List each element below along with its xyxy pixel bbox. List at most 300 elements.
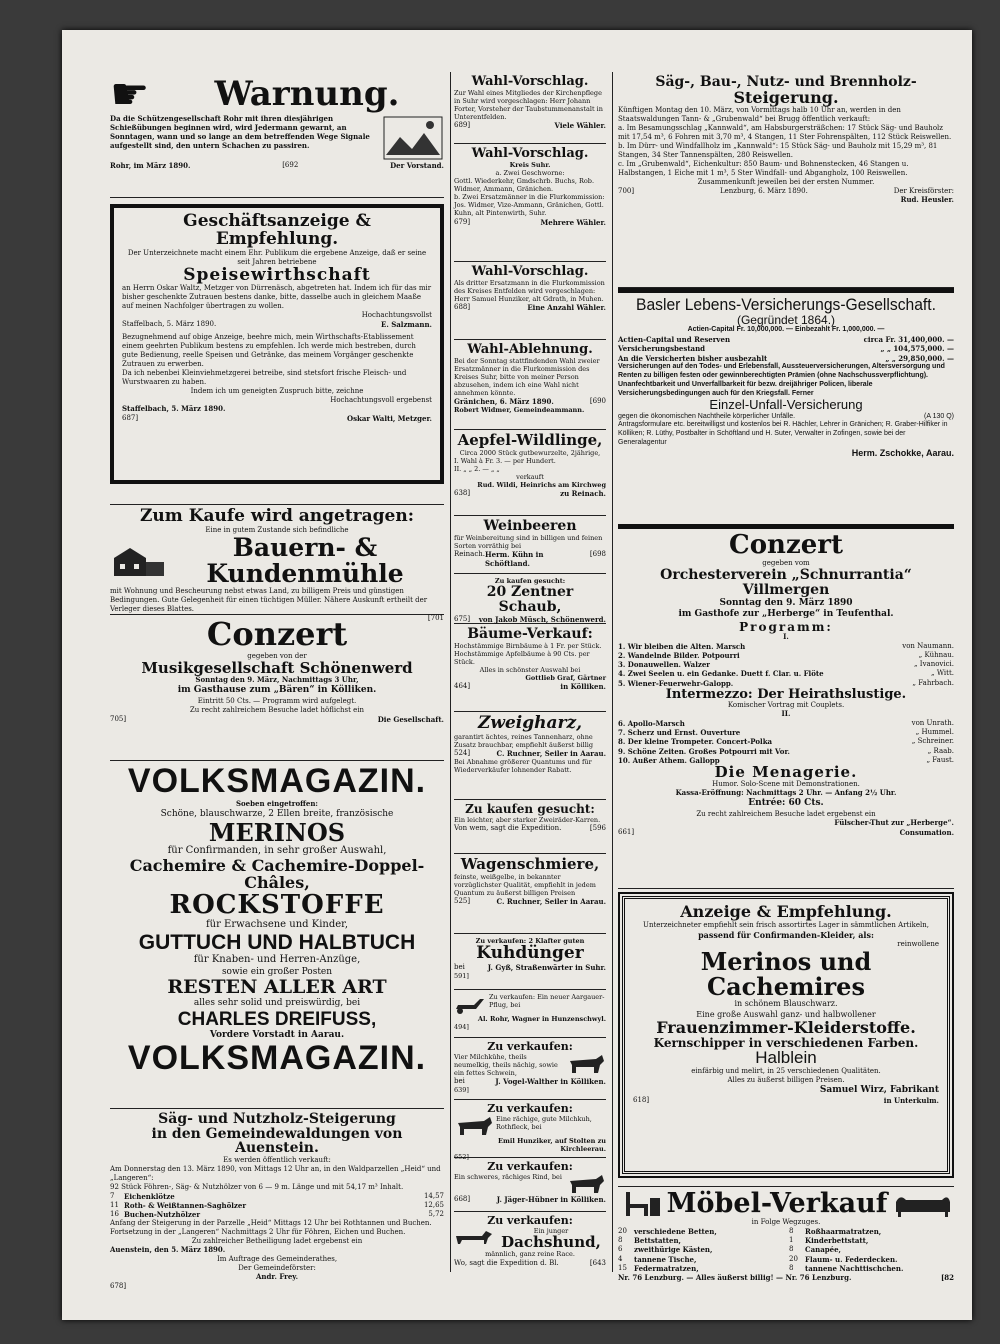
ad-headline: Merinos und Cachemires bbox=[700, 946, 872, 1002]
ad-wahlablehnung bbox=[454, 340, 606, 430]
ad-number: 494] bbox=[454, 1023, 469, 1032]
program-title: 9. Schöne Zeiten. Großes Potpourri mit Vor. bbox=[618, 746, 790, 756]
furniture-row bbox=[618, 1255, 783, 1264]
ad-signature: Mehrere Wähler. bbox=[540, 217, 606, 227]
ad-text: für Confirmanden, in sehr großer Auswahl, bbox=[167, 845, 387, 857]
ad-text: Eine große Auswahl ganz- und halbwollener bbox=[696, 1009, 876, 1019]
ad-number: [690 bbox=[589, 397, 606, 406]
figure-label: Actien-Capital und Reserven bbox=[618, 335, 731, 345]
program-part: I. bbox=[783, 632, 789, 642]
ad-text: Kassa-Eröffnung: Nachmittags 2 Uhr. — Anfang 2½ Uhr. bbox=[675, 788, 897, 798]
ad-number: 639] bbox=[454, 1086, 469, 1095]
ad-text: Schöne, blauschwarze, 2 Ellen breite, französische bbox=[160, 808, 394, 819]
insurance-figures bbox=[618, 335, 954, 362]
ad-text: im Gasthofe zur „Herberge“ in Teufenthal. bbox=[678, 609, 894, 620]
ad-text: Alles zu äußerst billigen Preisen. bbox=[727, 1075, 845, 1084]
ad-headline: RESTEN ALLER ART bbox=[167, 976, 387, 999]
ad-text: Reinach. bbox=[454, 549, 485, 558]
ad-basler-versicherung bbox=[618, 288, 954, 529]
furniture-count: 8 bbox=[789, 1245, 794, 1254]
ad-pflug bbox=[454, 990, 606, 1038]
ad-text: Alles in schönster Auswahl bei bbox=[479, 666, 581, 675]
ad-text: Wo, sagt die Expedition d. Bl. bbox=[454, 1258, 559, 1267]
ad-title: Säg- und Nutzholz-Steigerung bbox=[158, 1111, 396, 1127]
cow-icon bbox=[566, 1053, 606, 1075]
ad-place: Staffelbach, 5. März 1890. bbox=[122, 403, 226, 413]
ad-text: Zusammenkunft jeweilen bei der ersten Nummer. bbox=[697, 178, 875, 187]
ad-text: männlich, ganz reine Race. bbox=[485, 1250, 575, 1259]
ad-title: Warnung. bbox=[214, 74, 400, 115]
item-count: 16 bbox=[110, 1210, 119, 1219]
ad-place: Gränichen, 6. März 1890. bbox=[454, 397, 554, 407]
ad-text: Der Unterzeichnete macht einem Ehr. Publikum die ergebene Anzeige, daß er seine seit Jahren betriebene bbox=[127, 248, 427, 266]
furniture-count: 1 bbox=[789, 1236, 794, 1245]
ad-kuhduenger bbox=[454, 934, 606, 990]
ad-number: [692 bbox=[282, 161, 299, 169]
ad-wagenschmiere bbox=[454, 854, 606, 934]
ad-number: [596 bbox=[589, 823, 606, 832]
furniture-row bbox=[618, 1264, 783, 1273]
ad-geschaeftsanzeige bbox=[110, 198, 444, 505]
ad-headline: CHARLES DREIFUSS, bbox=[177, 1008, 377, 1030]
ad-number: 705] bbox=[110, 714, 127, 723]
timber-row bbox=[110, 1192, 444, 1201]
ad-signature: Oskar Walti, Metzger. bbox=[346, 413, 432, 423]
ad-weinbeeren bbox=[454, 516, 606, 574]
ad-title: Anzeige & Empfehlung. bbox=[680, 902, 892, 921]
ad-text: für Erwachsene und Kinder, bbox=[205, 919, 349, 931]
ad-signature: Emil Hunziker, auf Stolten zu Kirchleerau. bbox=[498, 1136, 606, 1153]
ad-place: Lenzburg, 6. März 1890. bbox=[720, 187, 808, 196]
furniture-item: verschiedene Betten, bbox=[634, 1227, 717, 1237]
ad-text: Von wem, sagt die Expedition. bbox=[454, 823, 562, 832]
ad-text: 92 Stück Föhren-, Säg- & Nutzhölzer von 6 — 9 m. Länge und mit 54,17 m³ Inhalt. bbox=[110, 1182, 404, 1191]
program-list-1 bbox=[618, 642, 954, 687]
ad-headline: Dachshund, bbox=[501, 1232, 601, 1251]
ad-signature: von Jakob Müsch, Schönenwerd. bbox=[478, 614, 606, 624]
ad-title: Geschäftsanzeige & Empfehlung. bbox=[183, 211, 371, 249]
ad-signature: E. Salzmann. bbox=[381, 320, 432, 330]
ad-title: Conzert bbox=[206, 615, 348, 653]
timber-row bbox=[110, 1201, 444, 1210]
plough-icon bbox=[454, 993, 486, 1015]
program-intermezzo: Intermezzo: Der Heirathslustige. bbox=[665, 686, 907, 702]
ad-signature: Gottlieb Graf, Gärtner bbox=[525, 674, 606, 683]
item-count: 7 bbox=[110, 1191, 115, 1200]
ad-text: Bei Abnahme größerer Quantums und für Wiederverkäufer lohnender Rabatt. bbox=[454, 758, 592, 775]
ad-wahlvorschlag-3 bbox=[454, 262, 606, 340]
ad-muehle bbox=[110, 505, 444, 623]
ad-text: Kreis Suhr. bbox=[509, 160, 551, 169]
ad-title: Basler Lebens-Versicherungs-Gesellschaft. bbox=[636, 295, 936, 314]
program-heading: Programm: bbox=[739, 619, 833, 634]
ad-headline: ROCKSTOFFE bbox=[169, 889, 385, 920]
ad-headline: Cachemire & Cachemire-Doppel-Châles, bbox=[129, 856, 425, 892]
furniture-item: Federmatratzen, bbox=[634, 1263, 699, 1273]
ad-number: 661] bbox=[618, 827, 635, 836]
ad-text: einfärbig und melirt, in 25 verschiedenen Qualitäten. bbox=[691, 1067, 881, 1076]
furniture-row bbox=[789, 1264, 954, 1273]
ad-text: Hochstämmige Apfelbäume à 90 Cts. per Stück. bbox=[454, 649, 590, 666]
ad-text: I. Wahl à Fr. 3. — per Hundert. bbox=[454, 456, 556, 465]
ad-text: Hochachtungsvollst bbox=[361, 311, 432, 320]
ad-text: Bei der Sonntag stattfindenden Wahl zweier Ersatzmänner in die Flurkommission des Kreises Suhr, bitte von meiner Person abzusehen, indem ich eine Wahl nicht annehmen könnte. bbox=[454, 356, 600, 398]
ad-text: im Gasthause zum „Bären“ in Kölliken. bbox=[177, 685, 377, 696]
ad-text: Eintritt 50 Cts. — Programm wird aufgelegt. bbox=[197, 696, 357, 705]
ad-text: Sonntag den 9. März, Nachmittags 3 Uhr, bbox=[195, 675, 359, 685]
ad-text: Komischer Vortrag mit Couplets. bbox=[727, 701, 845, 710]
ad-title: 20 Zentner Schaub, bbox=[486, 584, 574, 615]
furniture-count: 8 bbox=[789, 1227, 794, 1236]
ad-text: Eine rächige, gute Milchkuh, Rothfleck, bei bbox=[496, 1114, 592, 1131]
ad-title: Zweigharz, bbox=[477, 713, 583, 733]
furniture-item: tannene Nachttischchen. bbox=[805, 1263, 904, 1273]
ad-text: an Herrn Oskar Waltz, Metzger von Dürrenäsch, abgetreten hat. Indem ich für das mir bisher geschenkte Zutrauen bestens danke, bitte, dasselbe auch in gleichem Maaße auf meinen Nachfolger übertragen zu wollen. bbox=[122, 284, 432, 311]
ad-signature: Fülscher-Thut zur „Herberge“. bbox=[834, 817, 954, 827]
ad-text: gegeben von der bbox=[247, 651, 307, 660]
ad-wahlvorschlag-2 bbox=[454, 144, 606, 262]
ad-signature: C. Ruchner, Seiler in Aarau. bbox=[496, 749, 606, 759]
ad-signature: Viele Wähler. bbox=[554, 121, 606, 131]
ad-text: feinste, weißgelbe, in bekannter vorzüglichster Qualität, empfiehlt in jedem Quantum zu äußerst billigen Preisen bbox=[454, 872, 596, 897]
ad-text: Anfang der Steigerung in der Parzelle „Heid“ Mittags 12 Uhr bei Rothtannen und Buchen. Fortsetzung in der „Langeren“ Nachmittags 2 Uhr für Föhren, Eichen und Buchen. bbox=[110, 1219, 432, 1237]
ad-text: Indem ich um geneigten Zuspruch bitte, zeichne bbox=[190, 387, 364, 396]
furniture-row bbox=[618, 1245, 783, 1254]
item-volume: 12,65 bbox=[423, 1200, 444, 1209]
sofa-icon bbox=[892, 1190, 954, 1218]
ad-place: in Unterkulm. bbox=[883, 1096, 939, 1106]
furniture-count: 15 bbox=[618, 1263, 627, 1272]
ad-title: in den Gemeindewaldungen von Auenstein. bbox=[151, 1125, 403, 1157]
furniture-row bbox=[789, 1245, 954, 1254]
ad-text: Zu verkaufen: Ein neuer Aargauer-Pflug, bei bbox=[489, 993, 605, 1010]
ad-number: 678] bbox=[110, 1281, 127, 1290]
ad-text: Der Gemeindeförster: bbox=[238, 1263, 316, 1272]
ad-number: 591] bbox=[454, 972, 469, 981]
ad-number: [643 bbox=[589, 1258, 606, 1267]
ad-text: reinwollene bbox=[897, 939, 939, 948]
ad-headline: Bauern- & Kundenmühle bbox=[206, 532, 404, 589]
ad-headline: Frauenzimmer-Kleiderstoffe. bbox=[656, 1017, 916, 1037]
ad-text: in schönem Blauschwarz. bbox=[734, 999, 838, 1009]
ad-title: Wagenschmiere, bbox=[460, 855, 600, 873]
program-title: 2. Wandelnde Bilder. Potpourri bbox=[618, 651, 740, 661]
ad-text: c. Im „Grubenwald“, Eichenkultur: 850 Baum- und Bohnenstecken, 46 Stangen u. Halbstangen, 1 Eiche mit 1 m³, 5 Ster Windfall- und Abgangholz, 100 Reiswellen. bbox=[618, 160, 909, 178]
furniture-count: 8 bbox=[789, 1263, 794, 1272]
ad-text: mit Wohnung und Bescheurung nebst etwas Land, zu billigem Preis und günstigen Bedingungen. Gute Gelegenheit für einen tüchtigen Müller. Nähere Auskunft ertheilt der Verleger dieses Blattes. bbox=[110, 587, 428, 614]
column-middle bbox=[454, 72, 606, 1289]
ad-signature: Andr. Frey. bbox=[255, 1271, 299, 1281]
program-title: 10. Außer Athem. Gallopp bbox=[618, 755, 720, 765]
ad-text: Der Kreisförster: bbox=[893, 187, 954, 196]
program-title: 6. Apollo-Marsch bbox=[618, 719, 685, 729]
ad-number: 524] bbox=[454, 749, 471, 758]
ad-number: [82 bbox=[940, 1272, 954, 1282]
ad-subtitle: (Gegründet 1864.) bbox=[736, 312, 836, 327]
program-item bbox=[618, 737, 954, 746]
ad-rind bbox=[454, 1158, 606, 1212]
furniture-list-left bbox=[618, 1227, 783, 1272]
program-title: 4. Zwei Seelen u. ein Gedanke. Duett f. Clar. u. Flöte bbox=[618, 669, 824, 679]
ad-text: Im Auftrage des Gemeinderathes, bbox=[216, 1254, 338, 1263]
program-composer: „ Kühnau. bbox=[918, 651, 954, 660]
program-composer: „ Hummel. bbox=[915, 728, 954, 737]
ad-text: Versicherungen auf den Todes- und Erlebensfall, Aussteuerversicherungen, Altersversorgung und Renten zu billigen festen oder gewinnberechtigten Prämien (ohne Nachschussverpflichtung). Unanfechtbarkeit und Unverfallbarkeit für bezw. dreijähriger Policen, liberale Versicherungsbedingungen auch für den Kriegsfall. Ferner bbox=[618, 362, 945, 397]
program-item bbox=[618, 642, 954, 651]
furniture-item: Roßhaarmatratzen, bbox=[805, 1227, 882, 1237]
program-composer: von Unrath. bbox=[911, 719, 954, 728]
ad-text: gegen die ökonomischen Nachtheile körperlicher Unfälle. bbox=[618, 413, 796, 421]
ad-text: Zu zahlreicher Betheiligung ladet ergebenst ein bbox=[191, 1237, 363, 1246]
ad-signature: Herm. Kühn in Schöftland. bbox=[485, 549, 544, 569]
timber-row bbox=[110, 1210, 444, 1219]
ad-number: 675] bbox=[454, 614, 471, 623]
program-composer: „ Ivanovici. bbox=[913, 660, 954, 669]
ad-text: für Weinbereitung sind in billigen und feinen Sorten vorräthig bei bbox=[454, 533, 603, 550]
dog-icon bbox=[454, 1228, 494, 1248]
ad-number: 638] bbox=[454, 489, 471, 498]
program-composer: „ Raab. bbox=[927, 746, 954, 755]
figure-row bbox=[618, 335, 954, 344]
ad-text: Zu recht zahlreichem Besuche ladet ergebenst ein bbox=[696, 809, 876, 818]
ad-title: Zum Kaufe wird angetragen: bbox=[140, 506, 414, 526]
column-left bbox=[110, 69, 444, 1316]
ad-moebel-verkauf bbox=[618, 1187, 954, 1324]
item-volume: 5,72 bbox=[428, 1210, 444, 1219]
ad-title: Wahl-Vorschlag. bbox=[471, 74, 589, 89]
ad-signature: J. Gyß, Straßenwärter in Suhr. bbox=[487, 962, 606, 972]
ad-text: Ein schweres, rächiges Rind, bei bbox=[454, 1172, 562, 1181]
program-item bbox=[618, 719, 954, 728]
furniture-item: Kinderbettstatt, bbox=[805, 1236, 869, 1246]
ad-signature: J. Jäger-Hübner in Kölliken. bbox=[496, 1194, 606, 1204]
ad-text: Als dritter Ersatzmann in die Flurkommission des Kreises Entfelden wird vorgeschlagen: Herr Samuel Hunziker, alt Gdrath, in Muhen. bbox=[454, 278, 605, 303]
program-composer: von Naumann. bbox=[902, 642, 954, 651]
furniture-count: 20 bbox=[789, 1254, 798, 1263]
ad-title: Zu verkaufen: bbox=[487, 1102, 573, 1115]
ad-signature: Herm. Zschokke, Aarau. bbox=[851, 448, 954, 459]
ad-text: Es werden öffentlich verkauft: bbox=[223, 1156, 331, 1165]
ad-title: Steigerung. bbox=[733, 87, 839, 107]
ad-volksmagazin bbox=[110, 761, 444, 1109]
program-composer: „ Fahrbach. bbox=[912, 678, 954, 687]
furniture-count: 6 bbox=[618, 1245, 623, 1254]
ad-title: Zu kaufen gesucht: bbox=[465, 802, 595, 816]
program-composer: „ Schreiner. bbox=[911, 737, 954, 746]
ad-text: alles sehr solid und preiswürdig, bei bbox=[193, 998, 361, 1009]
ad-aepfel-wildlinge bbox=[454, 430, 606, 516]
ad-text: Ein junger bbox=[533, 1226, 569, 1235]
furniture-item: Bettstatten, bbox=[634, 1236, 681, 1246]
ad-text: Vordere Vorstadt in Aarau. bbox=[209, 1029, 345, 1040]
ad-milchkuh bbox=[454, 1100, 606, 1161]
program-list-2 bbox=[618, 719, 954, 764]
furniture-item: tannene Tische, bbox=[634, 1254, 697, 1264]
ad-number: 700] bbox=[618, 187, 635, 196]
ad-text: Consumation. bbox=[899, 827, 954, 837]
ad-brennholz-steigerung bbox=[618, 72, 954, 288]
item-count: 11 bbox=[110, 1200, 119, 1209]
ad-number: 668] bbox=[454, 1194, 471, 1203]
furniture-count: 20 bbox=[618, 1227, 627, 1236]
ad-headline: Einzel-Unfall-Versicherung bbox=[709, 397, 863, 413]
furniture-count: 4 bbox=[618, 1254, 623, 1263]
ad-place: Auenstein, den 5. März 1890. bbox=[110, 1245, 226, 1255]
ad-headline: Orchesterverein „Schnurrantia“ Villmergen bbox=[660, 567, 912, 598]
ad-number: 525] bbox=[454, 897, 471, 906]
furniture-row bbox=[618, 1236, 783, 1245]
ad-anzeige-wirz bbox=[618, 889, 954, 1187]
item-name: Eichenklötze bbox=[124, 1191, 175, 1201]
landscape-icon bbox=[382, 115, 444, 161]
ad-title: Wahl-Vorschlag. bbox=[471, 264, 589, 279]
ad-milchkuehe bbox=[454, 1038, 606, 1100]
ad-text: gegeben vom bbox=[762, 559, 810, 568]
program-finale: Die Menagerie. bbox=[714, 762, 858, 781]
ad-text: Humor. Solo-Scene mit Demonstrationen. bbox=[712, 780, 860, 789]
figure-row bbox=[618, 354, 954, 363]
ad-signature: Rud. Wildi, Heinrichs am Kirchweg bbox=[477, 481, 606, 490]
ad-text: Hochstämmige Birnbäume à 1 Fr. per Stück. bbox=[454, 641, 602, 650]
timber-list bbox=[110, 1192, 444, 1219]
ad-text: garantirt ächtes, reines Tannenharz, ohne Zusatz brauchbar, empfiehlt äußerst billig bbox=[454, 732, 594, 749]
ad-number: 689] bbox=[454, 121, 471, 130]
ad-text: Unterzeichneter empfiehlt sein frisch assortirtes Lager in sämmtlichen Artikeln, bbox=[643, 920, 929, 929]
furniture-item: Canapée, bbox=[805, 1245, 841, 1255]
ad-text: Zu verkaufen: 2 Klafter guten bbox=[475, 937, 585, 945]
ad-dachshund bbox=[454, 1212, 606, 1289]
ad-signature: Rud. Heusler. bbox=[900, 195, 954, 205]
ad-number: 464] bbox=[454, 682, 471, 691]
ad-title: Conzert bbox=[729, 530, 843, 560]
figure-label: Versicherungsbestand bbox=[618, 344, 706, 354]
ad-place: Rohr, im März 1890. bbox=[110, 161, 191, 170]
program-composer: „ Witt. bbox=[930, 669, 954, 678]
program-composer: „ Faust. bbox=[926, 755, 954, 764]
ad-warnung bbox=[110, 69, 444, 198]
ad-text: Zu kaufen gesucht: bbox=[494, 577, 566, 585]
ad-schaub bbox=[454, 574, 606, 624]
ad-number: 652] bbox=[454, 1152, 469, 1161]
ad-title: Zu verkaufen: bbox=[487, 1160, 573, 1173]
ad-footer-title: VOLKSMAGAZIN. bbox=[127, 1039, 427, 1078]
ad-text: Ein leichter, aber starker Zweiräder-Karren. bbox=[454, 815, 601, 824]
ad-text: Am Donnerstag den 13. März 1890, von Mittags 12 Uhr an, in den Waldparzellen „Heid“ und „Langeren“: bbox=[110, 1165, 441, 1182]
ad-text: Da die Schützengesellschaft Rohr mit ihren diesjährigen Schießübungen beginnen wird, wird Jedermann gewarnt, an Sonntagen, wann und so lange an dem betreffenden Wege Signale aufgestellt sind, den untern Schachen zu passiren. bbox=[110, 114, 370, 150]
ad-title: Säg-, Bau-, Nutz- und Brennholz- bbox=[655, 74, 917, 90]
ad-text: Künftigen Montag den 10. März, von Vormittags halb 10 Uhr an, werden in den Staatswaldungen Tann- & „Grubenwald“ bei Brugg öffentlich verkauft: bbox=[618, 106, 901, 124]
ad-conzert-schnurrantia bbox=[618, 529, 954, 889]
column-rule bbox=[612, 72, 613, 1272]
ad-signature: Robert Widmer, Gemeindeammann. bbox=[454, 406, 585, 415]
ad-number: 679] bbox=[454, 217, 471, 226]
ad-text: Circa 2000 Stück gutbewurzelte, 2jährige, bbox=[459, 448, 601, 457]
ad-headline: MERINOS bbox=[208, 818, 346, 848]
ad-code: (A 130 Q) bbox=[924, 413, 954, 421]
bordered-box bbox=[622, 896, 950, 1174]
item-name: Roth- & Weißtannen-Saghölzer bbox=[124, 1200, 247, 1210]
ad-text: Actien-Capital Fr. 10,000,000. — Einbezahlt Fr. 1,000,000. — bbox=[687, 326, 885, 334]
figure-row bbox=[618, 344, 954, 353]
ad-text: Eine in gutem Zustande sich befindliche bbox=[205, 525, 349, 534]
ad-text: Zur Wahl eines Mitgliedes der Kirchenpflege in Suhr wird vorgeschlagen: Herr Johann Forter, Vorsteher der Taubstummenanstalt in Unterentfelden. bbox=[454, 88, 603, 122]
ad-text: verkauft bbox=[516, 473, 544, 482]
ad-saegholz-auenstein bbox=[110, 1109, 444, 1316]
furniture-row bbox=[789, 1227, 954, 1236]
furniture-row bbox=[618, 1227, 783, 1236]
column-rule bbox=[450, 72, 451, 1272]
ad-title: Wahl-Ablehnung. bbox=[467, 342, 593, 357]
ad-text: a. Im Besamungsschlag „Kannwald“, am Habsburgersträßchen: 17 Stück Säg- und Bauholz mit 17,54 m³, 6 Fohren mit 3,70 m³, 4 Stangen, 11 Ster Fohrenspälten, 112 Stück Reiswellen. bbox=[618, 124, 952, 142]
figure-value: „ „ 104,575,000. — bbox=[880, 344, 954, 354]
ad-place: Staffelbach, 5. März 1890. bbox=[122, 320, 217, 329]
figure-value: circa Fr. 31,400,000. — bbox=[863, 335, 954, 345]
ad-number: 618] bbox=[633, 1096, 650, 1105]
furniture-count: 8 bbox=[618, 1236, 623, 1245]
ad-number: 687] bbox=[122, 413, 139, 422]
ad-number: [698 bbox=[589, 549, 606, 558]
ad-text: passend für Confirmanden-Kleider, als: bbox=[698, 929, 874, 940]
figure-value: „ „ 29,850,000. — bbox=[885, 353, 954, 363]
ad-signature: Der Vorstand. bbox=[390, 161, 444, 170]
ad-title: Zu verkaufen: bbox=[487, 1214, 573, 1227]
program-item bbox=[618, 728, 954, 737]
furniture-list-right bbox=[789, 1227, 954, 1272]
ad-conzert-schoenenwerd bbox=[110, 615, 444, 761]
ad-signature: Eine Anzahl Wähler. bbox=[527, 303, 606, 313]
ad-baeume-verkauf bbox=[454, 624, 606, 712]
ad-text: bei bbox=[454, 1076, 465, 1085]
mill-building-icon bbox=[110, 544, 166, 578]
ad-text: für Knaben- und Herren-Anzüge, bbox=[193, 953, 361, 965]
ad-title: Wahl-Vorschlag. bbox=[471, 146, 589, 161]
column-right bbox=[618, 72, 954, 1324]
ad-text: II. „ „ 2. — „ „ bbox=[454, 465, 500, 473]
ad-text: in Folge Wegzuges. bbox=[751, 1218, 821, 1227]
ad-place: in Kölliken. bbox=[560, 682, 606, 692]
ad-zweigharz bbox=[454, 712, 606, 800]
program-title: 7. Scherz und Ernst. Ouverture bbox=[618, 728, 741, 738]
ad-text: Da ich nebenbei Kleinviehmetzgerei betreibe, sind stetsfort frische Fleisch- und Wurstwaaren zu haben. bbox=[122, 369, 407, 387]
ad-text: a. Zwei Geschworne: bbox=[495, 168, 565, 177]
ad-text: Vier Milchkühe, theils neumelkig, theils nächig, sowie ein fettes Schwein, bbox=[454, 1052, 558, 1077]
ad-zweiraeder-karren bbox=[454, 800, 606, 854]
chair-icon bbox=[618, 1190, 662, 1218]
ad-text: Jos. Widmer, Vize-Ammann, Gränichen, Gottl. Kuhn, alt Pintenwirth, Suhr. bbox=[454, 201, 604, 218]
ad-text: Antragsformulare etc. bereitwilligst und kostenlos bei R. Hächler, Lehrer in Gränichen; R. Graber-Hilfiker in Kölliken; R. Lüthy, Postbalter in Schöftland und H. Suter, Verwalter in Zofingen, sowie bei der Generalagentur bbox=[618, 421, 948, 447]
ad-title: VOLKSMAGAZIN. bbox=[127, 762, 427, 800]
ad-text: Sonntag den 9. März 1890 bbox=[719, 597, 853, 608]
ad-number: [701 bbox=[427, 614, 444, 623]
program-item bbox=[618, 669, 954, 678]
ad-signature: C. Ruchner, Seiler in Aarau. bbox=[496, 897, 606, 907]
ad-title: Kuhdünger bbox=[476, 943, 584, 964]
ad-text: b. Im Dürr- und Windfallholz im „Kannwald“: 15 Stück Säg- und Bauholz mit 15,29 m³, 81 Stangen, 34 Ster Tannenspälten, 280 Reiswellen. bbox=[618, 142, 938, 160]
ad-headline: Kernschipper in verschiedenen Farben. bbox=[653, 1035, 919, 1050]
program-title: 8. Der kleine Trompeter. Concert-Polka bbox=[618, 737, 773, 747]
ad-headline: Halblein bbox=[755, 1048, 817, 1068]
bordered-box bbox=[110, 204, 444, 484]
cow-icon bbox=[454, 1115, 494, 1137]
program-item bbox=[618, 651, 954, 660]
furniture-item: Flaum- u. Federdecken. bbox=[805, 1254, 898, 1264]
ad-signature: Samuel Wirz, Fabrikant bbox=[819, 1084, 939, 1095]
pointing-hand-icon: ☛ bbox=[110, 69, 150, 120]
ad-signature: Al. Rohr, Wagner in Hunzenschwyl. bbox=[477, 1015, 606, 1023]
program-title: 1. Wir bleiben die Alten. Marsch bbox=[618, 642, 746, 652]
ad-text: Gottl. Wiederkehr, Gmdschrb. Buchs, Rob. Widmer, Ammann, Gränichen. bbox=[454, 176, 595, 194]
ad-text: Bezugnehmend auf obige Anzeige, beehre mich, mein Wirthschafts-Etablissement einem geehrten Publikum bestens zu empfehlen. Ich werde mich bestreben, durch gute Bedienung, reelle Speisen und Getränke, das meinem Vorgänger geschenkte Zutrauen zu erwerben. bbox=[122, 333, 416, 369]
